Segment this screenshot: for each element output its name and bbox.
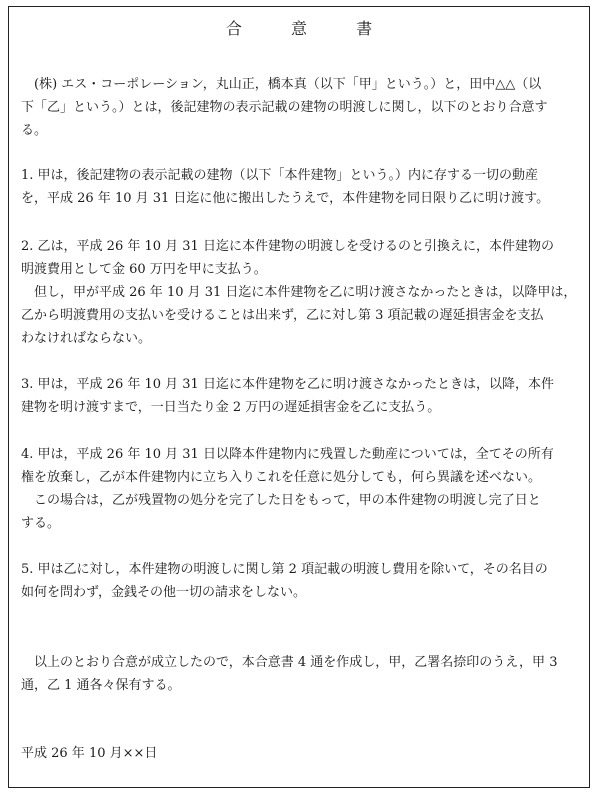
clause-2-line: 但し，甲が平成 26 年 10 月 31 日迄に本件建物を乙に明け渡さなかったときは，以降甲は， xyxy=(21,285,577,300)
document-frame xyxy=(8,6,590,788)
clause-4-line: する。 xyxy=(21,516,61,531)
clause-4 xyxy=(21,443,583,535)
document-date: 平成 26 年 10 月××日 xyxy=(21,746,158,761)
closing-line: 以上のとおり合意が成立したので，本合意書 4 通を作成し，甲，乙署名捺印のうえ，甲 3 xyxy=(21,655,558,670)
preamble-line: (株) エス・コーポレーション，丸山正，橋本真（以下「甲」という。）と，田中△△（以 xyxy=(21,77,542,92)
clause-2 xyxy=(21,235,583,350)
clause-4-line: 4. 甲は，平成 26 年 10 月 31 日以降本件建物内に残置した動産については，全てその所有 xyxy=(21,447,554,462)
preamble-paragraph xyxy=(21,73,583,142)
clause-1-line: を，平成 26 年 10 月 31 日迄に他に搬出したうえで，本件建物を同日限り乙に明け渡す。 xyxy=(21,191,550,206)
preamble-line: る。 xyxy=(21,123,48,138)
clause-1 xyxy=(21,164,583,210)
clause-3-line: 建物を明け渡すまで，一日当たり金 2 万円の遅延損害金を乙に支払う。 xyxy=(21,400,441,415)
clause-5-line: 如何を問わず，金銭その他一切の請求をしない。 xyxy=(21,585,306,600)
preamble-line: 下「乙」という。）とは，後記建物の表示記載の建物の明渡しに関し，以下のとおり合意す xyxy=(21,100,548,115)
clause-5-line: 5. 甲は乙に対し，本件建物の明渡しに関し第 2 項記載の明渡し費用を除いて，その名目の xyxy=(21,562,548,577)
clause-4-line: 権を放棄し，乙が本件建物内に立ち入りこれを任意に処分しても，何ら異議を述べない。 xyxy=(21,470,542,485)
clause-3-line: 3. 甲は，平成 26 年 10 月 31 日迄に本件建物を乙に明け渡さなかったときは，以降，本件 xyxy=(21,377,554,392)
clause-4-line: この場合は，乙が残置物の処分を完了した日をもって，甲の本件建物の明渡し完了日と xyxy=(21,493,541,508)
clause-3 xyxy=(21,373,583,419)
clause-2-line: 2. 乙は，平成 26 年 10 月 31 日迄に本件建物の明渡しを受けるのと引換えに，本件建物の xyxy=(21,239,554,254)
closing-line: 通，乙 1 通各々保有する。 xyxy=(21,678,181,693)
clause-2-line: わなければならない。 xyxy=(21,331,152,346)
clause-2-line: 明渡費用として金 60 万円を甲に支払う。 xyxy=(21,262,267,277)
clause-1-line: 1. 甲は，後記建物の表示記載の建物（以下「本件建物」という。）内に存する一切の動産 xyxy=(21,168,539,183)
document-title: 合 意 書 xyxy=(225,19,395,38)
clause-2-line: 乙から明渡費用の支払いを受けることは出来ず，乙に対し第 3 項記載の遅延損害金を支払 xyxy=(21,308,544,323)
closing-paragraph xyxy=(21,651,583,697)
clause-5 xyxy=(21,558,583,604)
